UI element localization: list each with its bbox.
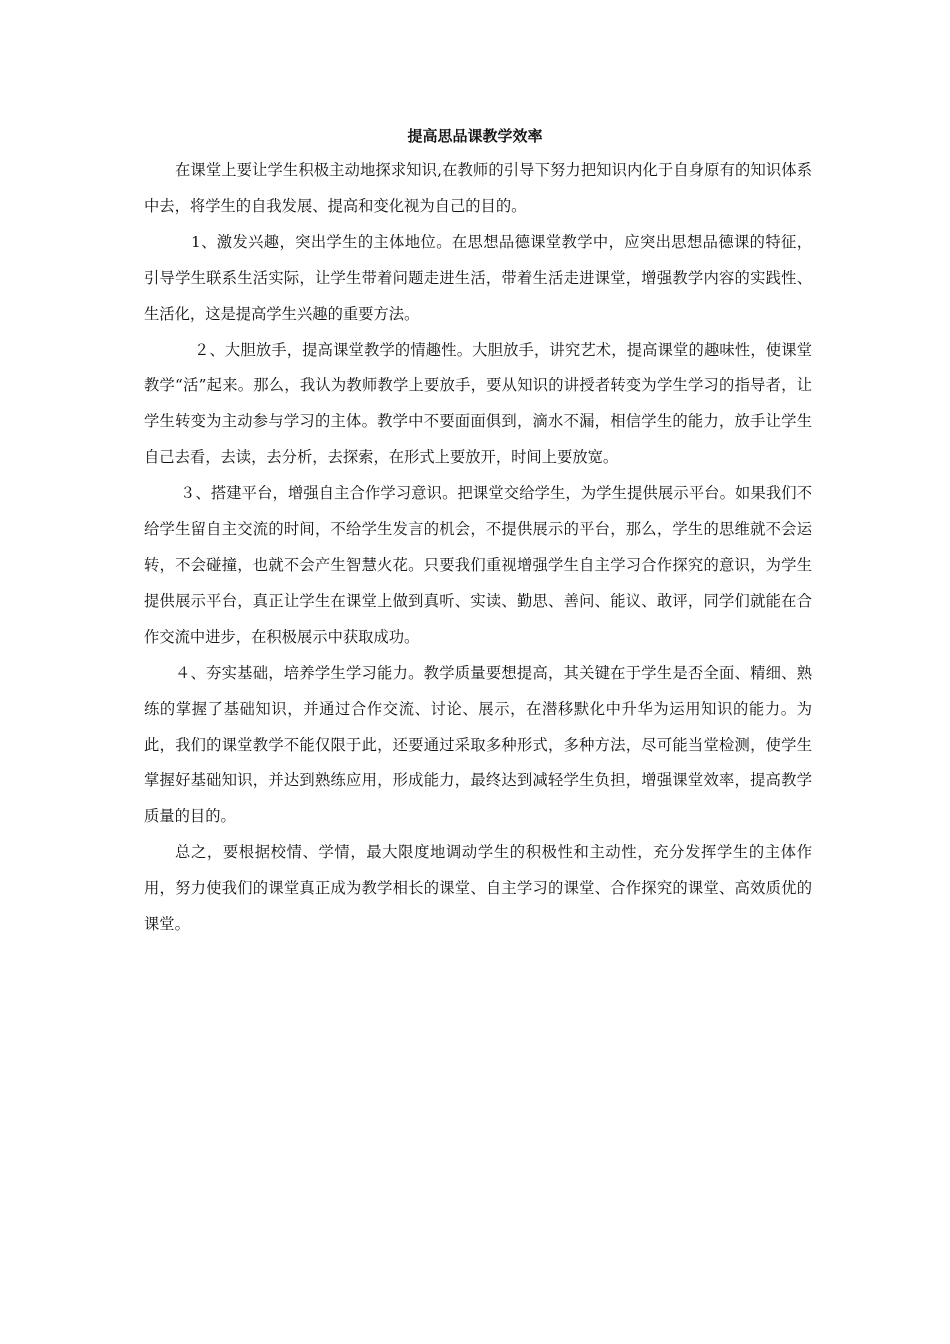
paragraph-point-4: ４、夯实基础，培养学生学习能力。教学质量要想提高，其关键在于学生是否全面、精细、熟练的掌握了基础知识，并通过合作交流、讨论、展示，在潜移默化中升华为运用知识的能力。为此，我们的课堂教学不能仅限于此，还要通过采取多种形式，多种方法，尽可能当堂检测，使学生掌握好基础知识，并达到熟练应用，形成能力，最终达到减轻学生负担，增强课堂效率，提高教学质量的目的。 <box>144 663 812 826</box>
paragraph-point-3: ３、搭建平台，增强自主合作学习意识。把课堂交给学生，为学生提供展示平台。如果我们不给学生留自主交流的时间，不给学生发言的机会，不提供展示的平台，那么，学生的思维就不会运转，不会碰撞，也就不会产生智慧火花。只要我们重视增强学生自主学习合作探究的意识，为学生提供展示平台，真正让学生在课堂上做到真听、实读、勤思、善问、能议、敢评，同学们就能在合作交流中进步，在积极展示中获取成功。 <box>144 484 812 646</box>
document-body <box>144 153 812 943</box>
document-title: 提高思品课教学效率 <box>407 127 543 145</box>
paragraph-conclusion: 总之，要根据校情、学情，最大限度地调动学生的积极性和主动性，充分发挥学生的主体作用，努力使我们的课堂真正成为教学相长的课堂、自主学习的课堂、合作探究的课堂、高效质优的课堂。 <box>144 843 812 934</box>
paragraph-intro: 在课堂上要让学生积极主动地探求知识,在教师的引导下努力把知识内化于自身原有的知识体系中去，将学生的自我发展、提高和变化视为自己的目的。 <box>144 161 812 215</box>
paragraph-point-2: ２、大胆放手，提高课堂教学的情趣性。大胆放手，讲究艺术，提高课堂的趣味性，使课堂教学“活”起来。那么，我认为教师教学上要放手，要从知识的讲授者转变为学生学习的指导者，让学生转变为主动参与学习的主体。教学中不要面面俱到，滴水不漏，相信学生的能力，放手让学生自己去看，去读，去分析，去探索，在形式上要放开，时间上要放宽。 <box>144 340 812 467</box>
paragraph-point-1: 1、激发兴趣，突出学生的主体地位。在思想品德课堂教学中，应突出思想品德课的特征，引导学生联系生活实际，让学生带着问题走进生活，带着生活走进课堂，增强教学内容的实践性、生活化，这是提高学生兴趣的重要方法。 <box>144 232 812 323</box>
